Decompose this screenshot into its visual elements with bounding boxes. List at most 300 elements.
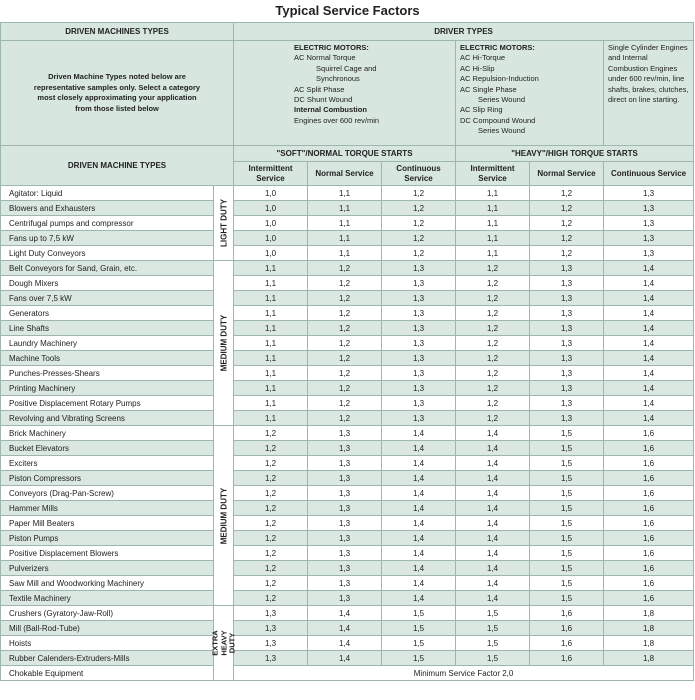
factor-heavy-continuous: 1,6 (604, 441, 694, 456)
soft-motors-heading: ELECTRIC MOTORS: (294, 43, 369, 52)
factor-heavy-continuous: 1,3 (604, 231, 694, 246)
factor-soft-normal: 1,2 (308, 411, 382, 426)
machine-name: Printing Machinery (1, 381, 214, 396)
factor-soft-normal: 1,2 (308, 381, 382, 396)
factor-soft-normal: 1,3 (308, 546, 382, 561)
table-row (1, 186, 694, 201)
factor-heavy-intermittent: 1,5 (456, 651, 530, 666)
factor-soft-continuous: 1,5 (382, 636, 456, 651)
machine-name: Laundry Machinery (1, 336, 214, 351)
factor-soft-continuous: 1,3 (382, 276, 456, 291)
factor-soft-continuous: 1,2 (382, 216, 456, 231)
factor-soft-normal: 1,3 (308, 516, 382, 531)
factor-heavy-continuous: 1,6 (604, 576, 694, 591)
factor-soft-intermittent: 1,1 (234, 366, 308, 381)
machine-name: Light Duty Conveyors (1, 246, 214, 261)
factor-soft-continuous: 1,3 (382, 306, 456, 321)
factor-soft-continuous: 1,3 (382, 366, 456, 381)
table-row (1, 216, 694, 231)
machine-name: Generators (1, 306, 214, 321)
factor-soft-continuous: 1,5 (382, 606, 456, 621)
machine-name: Hoists (1, 636, 214, 651)
factor-soft-continuous: 1,3 (382, 336, 456, 351)
driven-types-description: Driven Machine Types noted below are representative samples only. Select a category most closely approximating your application from those listed below (1, 41, 234, 146)
machine-name: Chokable Equipment (1, 666, 214, 681)
factor-soft-normal: 1,3 (308, 501, 382, 516)
factor-soft-intermittent: 1,2 (234, 516, 308, 531)
factor-heavy-normal: 1,6 (530, 606, 604, 621)
machine-name: Belt Conveyors for Sand, Grain, etc. (1, 261, 214, 276)
factor-soft-normal: 1,4 (308, 636, 382, 651)
machine-name: Fans over 7,5 kW (1, 291, 214, 306)
factor-soft-intermittent: 1,2 (234, 576, 308, 591)
factor-heavy-continuous: 1,6 (604, 561, 694, 576)
factor-soft-normal: 1,3 (308, 486, 382, 501)
factor-soft-normal: 1,2 (308, 351, 382, 366)
table-row (1, 636, 694, 651)
factor-heavy-intermittent: 1,2 (456, 261, 530, 276)
machine-name: Positive Displacement Rotary Pumps (1, 396, 214, 411)
machine-name: Conveyors (Drag-Pan-Screw) (1, 486, 214, 501)
factor-heavy-intermittent: 1,4 (456, 441, 530, 456)
factor-soft-continuous: 1,2 (382, 186, 456, 201)
factor-soft-normal: 1,3 (308, 591, 382, 606)
table-row (1, 441, 694, 456)
factor-heavy-intermittent: 1,4 (456, 561, 530, 576)
factor-heavy-continuous: 1,6 (604, 531, 694, 546)
factor-soft-intermittent: 1,2 (234, 546, 308, 561)
soft-motor-line: Squirrel Cage and (316, 63, 377, 73)
table-row (1, 306, 694, 321)
factor-heavy-continuous: 1,3 (604, 201, 694, 216)
col-header-normal-heavy: Normal Service (530, 162, 604, 186)
machine-name: Punches-Presses-Shears (1, 366, 214, 381)
factor-soft-intermittent: 1,2 (234, 426, 308, 441)
factor-soft-intermittent: 1,3 (234, 606, 308, 621)
factor-soft-intermittent: 1,1 (234, 381, 308, 396)
heavy-motor-line: AC Single Phase (460, 84, 517, 94)
minimum-service-factor: Minimum Service Factor 2,0 (234, 666, 694, 681)
factor-soft-intermittent: 1,2 (234, 561, 308, 576)
machine-name: Line Shafts (1, 321, 214, 336)
factor-heavy-continuous: 1,4 (604, 411, 694, 426)
factor-heavy-continuous: 1,4 (604, 366, 694, 381)
factor-soft-normal: 1,3 (308, 576, 382, 591)
factor-soft-continuous: 1,4 (382, 546, 456, 561)
factor-heavy-normal: 1,5 (530, 471, 604, 486)
factor-heavy-normal: 1,5 (530, 501, 604, 516)
table-row (1, 231, 694, 246)
table-row (1, 456, 694, 471)
col-header-continuous-soft: Continuous Service (382, 162, 456, 186)
heavy-motor-line: DC Compound Wound (460, 115, 536, 125)
factor-soft-normal: 1,2 (308, 261, 382, 276)
factor-soft-normal: 1,3 (308, 531, 382, 546)
duty-band (214, 186, 234, 261)
table-row (1, 591, 694, 606)
factor-heavy-intermittent: 1,4 (456, 576, 530, 591)
table-row (1, 471, 694, 486)
factor-heavy-normal: 1,5 (530, 486, 604, 501)
factor-heavy-normal: 1,3 (530, 276, 604, 291)
factor-heavy-continuous: 1,4 (604, 396, 694, 411)
table-row (1, 576, 694, 591)
table-row (1, 486, 694, 501)
factor-heavy-intermittent: 1,5 (456, 636, 530, 651)
factor-heavy-continuous: 1,6 (604, 456, 694, 471)
table-row (1, 261, 694, 276)
duty-band (214, 261, 234, 426)
soft-torque-header: "SOFT"/NORMAL TORQUE STARTS (234, 146, 456, 162)
soft-motor-line: Synchronous (316, 74, 360, 84)
heavy-motors-list (456, 41, 604, 146)
factor-soft-intermittent: 1,1 (234, 396, 308, 411)
machine-name: Saw Mill and Woodworking Machinery (1, 576, 214, 591)
factor-heavy-intermittent: 1,2 (456, 411, 530, 426)
heavy-motor-line: AC Repulsion-Induction (460, 74, 539, 84)
factor-soft-intermittent: 1,0 (234, 216, 308, 231)
factor-soft-continuous: 1,3 (382, 261, 456, 276)
factor-soft-normal: 1,3 (308, 561, 382, 576)
factor-heavy-normal: 1,3 (530, 381, 604, 396)
machine-name: Brick Machinery (1, 426, 214, 441)
soft-combustion-line: Engines over 600 rev/min (294, 115, 380, 125)
factor-soft-normal: 1,2 (308, 276, 382, 291)
factor-soft-intermittent: 1,1 (234, 336, 308, 351)
factor-heavy-intermittent: 1,2 (456, 276, 530, 291)
factor-soft-intermittent: 1,1 (234, 351, 308, 366)
factor-soft-intermittent: 1,2 (234, 486, 308, 501)
factor-heavy-continuous: 1,4 (604, 291, 694, 306)
col-header-normal-soft: Normal Service (308, 162, 382, 186)
duty-band-label: EXTRA HEAVY DUTY (209, 630, 236, 656)
factor-heavy-continuous: 1,6 (604, 426, 694, 441)
factor-soft-intermittent: 1,1 (234, 306, 308, 321)
col-header-continuous-heavy: Continuous Service (604, 162, 694, 186)
factor-heavy-normal: 1,5 (530, 426, 604, 441)
table-row (1, 411, 694, 426)
factor-soft-intermittent: 1,2 (234, 471, 308, 486)
factor-heavy-continuous: 1,4 (604, 381, 694, 396)
factor-soft-intermittent: 1,1 (234, 291, 308, 306)
factor-soft-normal: 1,3 (308, 456, 382, 471)
table-row (1, 666, 694, 681)
factor-heavy-intermittent: 1,5 (456, 606, 530, 621)
factor-heavy-continuous: 1,6 (604, 501, 694, 516)
factor-heavy-normal: 1,5 (530, 441, 604, 456)
factor-soft-intermittent: 1,2 (234, 591, 308, 606)
factor-heavy-normal: 1,5 (530, 456, 604, 471)
heavy-motor-line: AC Hi-Torque (460, 53, 506, 63)
factor-heavy-intermittent: 1,4 (456, 531, 530, 546)
factor-soft-normal: 1,1 (308, 246, 382, 261)
factor-heavy-continuous: 1,8 (604, 636, 694, 651)
factor-heavy-continuous: 1,3 (604, 186, 694, 201)
factor-soft-intermittent: 1,2 (234, 456, 308, 471)
table-row (1, 516, 694, 531)
factor-soft-continuous: 1,5 (382, 651, 456, 666)
factor-heavy-normal: 1,5 (530, 531, 604, 546)
table-row (1, 246, 694, 261)
table-row (1, 546, 694, 561)
factor-soft-normal: 1,2 (308, 336, 382, 351)
heavy-motors-heading: ELECTRIC MOTORS: (460, 43, 535, 52)
machine-name: Blowers and Exhausters (1, 201, 214, 216)
factor-heavy-intermittent: 1,2 (456, 306, 530, 321)
table-row (1, 291, 694, 306)
factor-soft-intermittent: 1,2 (234, 501, 308, 516)
factor-heavy-intermittent: 1,1 (456, 246, 530, 261)
factor-heavy-normal: 1,2 (530, 186, 604, 201)
factor-soft-intermittent: 1,1 (234, 261, 308, 276)
factor-heavy-intermittent: 1,5 (456, 621, 530, 636)
factor-heavy-normal: 1,5 (530, 546, 604, 561)
service-factor-table (0, 22, 694, 681)
heavy-motor-line: Series Wound (478, 126, 525, 136)
table-row (1, 366, 694, 381)
factor-heavy-continuous: 1,4 (604, 276, 694, 291)
machine-name: Mill (Ball-Rod-Tube) (1, 621, 214, 636)
factor-heavy-normal: 1,3 (530, 396, 604, 411)
factor-heavy-normal: 1,5 (530, 591, 604, 606)
heavy-motor-line: AC Slip Ring (460, 105, 503, 115)
factor-soft-continuous: 1,2 (382, 246, 456, 261)
machine-name: Hammer Mills (1, 501, 214, 516)
col-header-intermittent-heavy: Intermittent Service (456, 162, 530, 186)
soft-motor-line: AC Normal Torque (294, 53, 356, 63)
factor-heavy-continuous: 1,8 (604, 651, 694, 666)
machine-name: Paper Mill Beaters (1, 516, 214, 531)
factor-soft-normal: 1,2 (308, 306, 382, 321)
factor-soft-continuous: 1,4 (382, 471, 456, 486)
factor-soft-intermittent: 1,2 (234, 531, 308, 546)
factor-heavy-intermittent: 1,2 (456, 321, 530, 336)
factor-soft-continuous: 1,4 (382, 441, 456, 456)
factor-soft-intermittent: 1,3 (234, 621, 308, 636)
factor-heavy-normal: 1,2 (530, 246, 604, 261)
factor-heavy-normal: 1,3 (530, 261, 604, 276)
factor-soft-normal: 1,1 (308, 231, 382, 246)
factor-heavy-normal: 1,2 (530, 216, 604, 231)
factor-heavy-normal: 1,6 (530, 621, 604, 636)
factor-soft-continuous: 1,4 (382, 531, 456, 546)
factor-soft-continuous: 1,3 (382, 411, 456, 426)
factor-soft-intermittent: 1,0 (234, 231, 308, 246)
factor-heavy-continuous: 1,4 (604, 351, 694, 366)
soft-motor-line: DC Shunt Wound (294, 95, 353, 105)
factor-heavy-intermittent: 1,2 (456, 381, 530, 396)
factor-heavy-normal: 1,2 (530, 201, 604, 216)
factor-heavy-intermittent: 1,1 (456, 216, 530, 231)
factor-heavy-intermittent: 1,4 (456, 486, 530, 501)
machine-name: Revolving and Vibrating Screens (1, 411, 214, 426)
factor-soft-normal: 1,2 (308, 321, 382, 336)
machine-name: Exciters (1, 456, 214, 471)
driver-types-header: DRIVER TYPES (234, 23, 694, 41)
factor-soft-intermittent: 1,0 (234, 186, 308, 201)
machine-name: Rubber Calenders-Extruders-Mills (1, 651, 214, 666)
machine-name: Machine Tools (1, 351, 214, 366)
table-row (1, 201, 694, 216)
table-row (1, 621, 694, 636)
factor-heavy-intermittent: 1,4 (456, 426, 530, 441)
factor-soft-intermittent: 1,1 (234, 321, 308, 336)
factor-heavy-continuous: 1,4 (604, 336, 694, 351)
factor-heavy-intermittent: 1,4 (456, 516, 530, 531)
table-row (1, 426, 694, 441)
machine-name: Piston Pumps (1, 531, 214, 546)
factor-heavy-normal: 1,5 (530, 516, 604, 531)
factor-soft-continuous: 1,4 (382, 501, 456, 516)
factor-soft-normal: 1,1 (308, 216, 382, 231)
factor-heavy-continuous: 1,3 (604, 246, 694, 261)
factor-heavy-normal: 1,3 (530, 306, 604, 321)
factor-heavy-intermittent: 1,4 (456, 471, 530, 486)
factor-soft-normal: 1,2 (308, 291, 382, 306)
factor-soft-normal: 1,3 (308, 441, 382, 456)
factor-soft-normal: 1,3 (308, 471, 382, 486)
factor-heavy-intermittent: 1,4 (456, 546, 530, 561)
factor-heavy-continuous: 1,6 (604, 516, 694, 531)
factor-heavy-continuous: 1,6 (604, 471, 694, 486)
factor-heavy-normal: 1,3 (530, 411, 604, 426)
factor-heavy-intermittent: 1,2 (456, 336, 530, 351)
factor-heavy-normal: 1,6 (530, 651, 604, 666)
machine-name: Centrifugal pumps and compressor (1, 216, 214, 231)
factor-soft-continuous: 1,3 (382, 381, 456, 396)
duty-band-label: MEDIUM DUTY (219, 314, 228, 372)
factor-soft-intermittent: 1,3 (234, 651, 308, 666)
duty-band (209, 606, 236, 681)
machine-name: Piston Compressors (1, 471, 214, 486)
table-row (1, 501, 694, 516)
factor-heavy-intermittent: 1,1 (456, 201, 530, 216)
factor-heavy-continuous: 1,6 (604, 591, 694, 606)
factor-heavy-intermittent: 1,4 (456, 591, 530, 606)
factor-heavy-normal: 1,3 (530, 321, 604, 336)
page-title: Typical Service Factors (275, 3, 420, 18)
machine-name: Positive Displacement Blowers (1, 546, 214, 561)
soft-motors-list (234, 41, 456, 146)
factor-soft-normal: 1,1 (308, 201, 382, 216)
factor-soft-continuous: 1,4 (382, 561, 456, 576)
table-row (1, 381, 694, 396)
factor-soft-continuous: 1,5 (382, 621, 456, 636)
factor-soft-continuous: 1,4 (382, 456, 456, 471)
driven-machines-types-header: DRIVEN MACHINES TYPES (1, 23, 234, 41)
factor-heavy-normal: 1,5 (530, 576, 604, 591)
factor-soft-continuous: 1,4 (382, 591, 456, 606)
col-header-intermittent-soft: Intermittent Service (234, 162, 308, 186)
factor-heavy-continuous: 1,8 (604, 606, 694, 621)
factor-heavy-intermittent: 1,2 (456, 366, 530, 381)
factor-soft-intermittent: 1,3 (234, 636, 308, 651)
machine-name: Agitator: Liquid (1, 186, 214, 201)
factor-heavy-continuous: 1,4 (604, 261, 694, 276)
factor-soft-intermittent: 1,1 (234, 411, 308, 426)
factor-heavy-normal: 1,3 (530, 336, 604, 351)
factor-heavy-intermittent: 1,4 (456, 456, 530, 471)
soft-combustion-heading: Internal Combustion (294, 105, 367, 115)
factor-soft-continuous: 1,4 (382, 486, 456, 501)
factor-soft-continuous: 1,4 (382, 426, 456, 441)
factor-heavy-continuous: 1,6 (604, 546, 694, 561)
factor-soft-normal: 1,1 (308, 186, 382, 201)
factor-heavy-intermittent: 1,2 (456, 291, 530, 306)
heavy-motor-line: AC Hi-Slip (460, 63, 495, 73)
factor-soft-continuous: 1,2 (382, 231, 456, 246)
factor-soft-intermittent: 1,2 (234, 441, 308, 456)
factor-heavy-intermittent: 1,2 (456, 396, 530, 411)
factor-soft-normal: 1,2 (308, 366, 382, 381)
factor-soft-intermittent: 1,1 (234, 276, 308, 291)
machine-name: Pulverizers (1, 561, 214, 576)
machine-name: Fans up to 7,5 kW (1, 231, 214, 246)
table-row (1, 606, 694, 621)
factor-soft-continuous: 1,4 (382, 516, 456, 531)
factor-heavy-normal: 1,5 (530, 561, 604, 576)
factor-soft-normal: 1,4 (308, 606, 382, 621)
machine-name: Crushers (Gyratory-Jaw-Roll) (1, 606, 214, 621)
factor-soft-continuous: 1,2 (382, 201, 456, 216)
factor-soft-continuous: 1,3 (382, 321, 456, 336)
duty-band-label: MEDIUM DUTY (219, 487, 228, 544)
factor-heavy-normal: 1,2 (530, 231, 604, 246)
factor-heavy-normal: 1,3 (530, 366, 604, 381)
motors-note: Single Cylinder Engines and Internal Combustion Engines under 600 rev/min, line shafts, brakes, clutches, direct on line starting. (604, 41, 694, 146)
table-row (1, 651, 694, 666)
factor-heavy-intermittent: 1,1 (456, 186, 530, 201)
factor-heavy-intermittent: 1,4 (456, 501, 530, 516)
table-row (1, 276, 694, 291)
heavy-motor-line: Series Wound (478, 95, 525, 105)
factor-soft-intermittent: 1,0 (234, 246, 308, 261)
factor-heavy-continuous: 1,6 (604, 486, 694, 501)
table-row (1, 351, 694, 366)
factor-heavy-normal: 1,3 (530, 351, 604, 366)
factor-heavy-intermittent: 1,2 (456, 351, 530, 366)
table-row (1, 531, 694, 546)
factor-soft-continuous: 1,3 (382, 396, 456, 411)
duty-band (214, 426, 234, 606)
soft-motor-line: AC Split Phase (294, 84, 345, 94)
table-row (1, 336, 694, 351)
machine-name: Dough Mixers (1, 276, 214, 291)
factor-soft-normal: 1,3 (308, 426, 382, 441)
factor-heavy-continuous: 1,4 (604, 321, 694, 336)
table-row (1, 561, 694, 576)
factor-soft-normal: 1,4 (308, 621, 382, 636)
factor-heavy-normal: 1,3 (530, 291, 604, 306)
machine-name: Textile Machinery (1, 591, 214, 606)
table-row (1, 321, 694, 336)
factor-heavy-continuous: 1,4 (604, 306, 694, 321)
table-row (1, 396, 694, 411)
factor-soft-normal: 1,4 (308, 651, 382, 666)
heavy-torque-header: "HEAVY"/HIGH TORQUE STARTS (456, 146, 694, 162)
factor-heavy-continuous: 1,8 (604, 621, 694, 636)
factor-heavy-continuous: 1,3 (604, 216, 694, 231)
factor-soft-continuous: 1,3 (382, 351, 456, 366)
driven-machine-types-label: DRIVEN MACHINE TYPES (1, 146, 234, 186)
duty-band-label: LIGHT DUTY (219, 199, 228, 247)
factor-soft-normal: 1,2 (308, 396, 382, 411)
machine-name: Bucket Elevators (1, 441, 214, 456)
factor-soft-intermittent: 1,0 (234, 201, 308, 216)
factor-soft-continuous: 1,3 (382, 291, 456, 306)
factor-soft-continuous: 1,4 (382, 576, 456, 591)
factor-heavy-intermittent: 1,1 (456, 231, 530, 246)
